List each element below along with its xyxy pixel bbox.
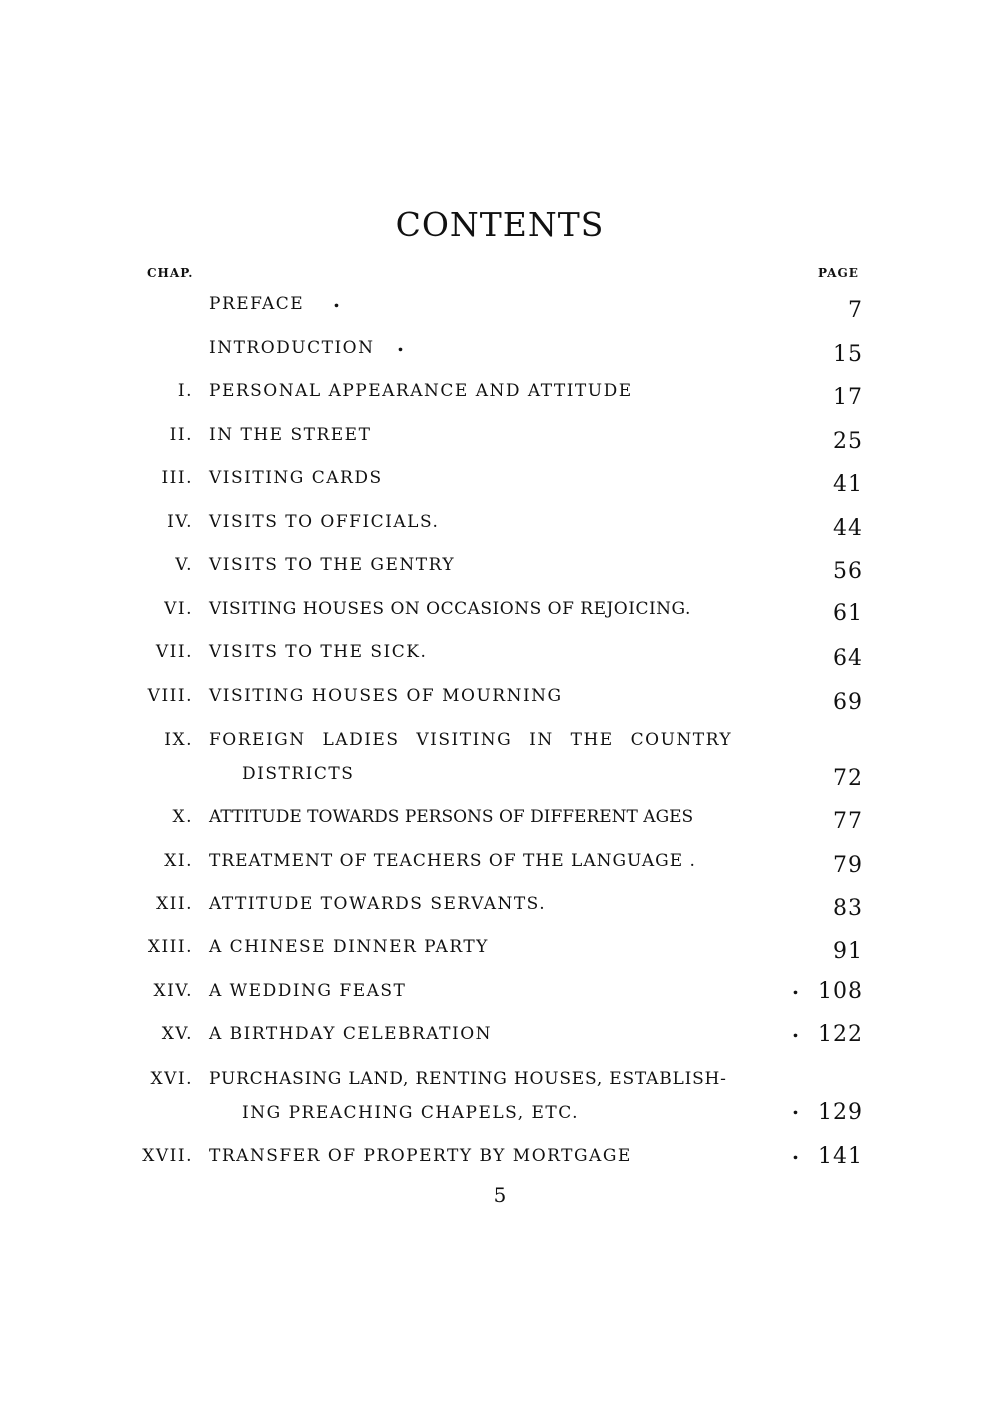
toc-entry: [0, 894, 1000, 934]
chapter-number: XIV.: [153, 981, 193, 1001]
chapter-number: XIII.: [147, 937, 193, 957]
page-number: 44: [833, 516, 863, 541]
chapter-title: VISITING CARDS: [209, 468, 383, 488]
page-number: 25: [833, 429, 863, 454]
toc-entry: [0, 512, 1000, 552]
toc-entry: [0, 1140, 1000, 1186]
chapter-number: XII.: [156, 894, 193, 914]
chapter-title: PURCHASING LAND, RENTING HOUSES, ESTABLISH-: [209, 1069, 727, 1089]
page-number: 72: [833, 766, 863, 791]
chapter-number: IX.: [164, 730, 193, 750]
chapter-column-label: CHAP.: [147, 266, 194, 280]
leader-dot: .: [792, 975, 801, 999]
chapter-title: TREATMENT OF TEACHERS OF THE LANGUAGE .: [209, 851, 696, 871]
chapter-title: VISITS TO OFFICIALS.: [209, 512, 440, 532]
leader-dot: .: [397, 332, 406, 356]
leader-dot: .: [792, 1140, 801, 1164]
page-folio: 5: [493, 1183, 507, 1207]
toc-entry: [0, 381, 1000, 421]
chapter-title: VISITING HOUSES ON OCCASIONS OF REJOICING.: [209, 599, 691, 619]
page-number: 15: [833, 342, 863, 367]
chapter-title: VISITING HOUSES OF MOURNING: [209, 686, 563, 706]
chapter-title-continued: ING PREACHING CHAPELS, ETC.: [242, 1103, 580, 1123]
page-number: 83: [833, 896, 863, 921]
chapter-number: I.: [177, 381, 193, 401]
page-number: 7: [848, 298, 863, 323]
toc-entry: [0, 642, 1000, 682]
chapter-number: VII.: [155, 642, 193, 662]
chapter-number: VIII.: [147, 686, 193, 706]
toc-entry: [0, 937, 1000, 977]
chapter-title: PREFACE: [209, 294, 305, 314]
page-number: 69: [833, 690, 863, 715]
toc-entry: [0, 975, 1000, 1021]
chapter-number: X.: [172, 807, 193, 827]
toc-entry: [0, 851, 1000, 891]
toc-entry: [0, 807, 1000, 847]
leader-dot: .: [333, 288, 342, 312]
chapter-title: INTRODUCTION: [209, 338, 375, 358]
page-number: 17: [833, 385, 863, 410]
chapter-title: TRANSFER OF PROPERTY BY MORTGAGE: [209, 1146, 632, 1166]
page-number: 79: [833, 853, 863, 878]
page-number: 77: [833, 809, 863, 834]
chapter-title: A WEDDING FEAST: [209, 981, 407, 1001]
toc-entry: [0, 332, 1000, 378]
page-number: 141: [818, 1144, 863, 1169]
page-number: 122: [818, 1022, 863, 1047]
chapter-title: ATTITUDE TOWARDS PERSONS OF DIFFERENT AGES: [209, 807, 694, 827]
page-number: 129: [818, 1100, 863, 1125]
chapter-title: VISITS TO THE SICK.: [209, 642, 428, 662]
chapter-number: XI.: [164, 851, 193, 871]
chapter-number: XVI.: [150, 1069, 193, 1089]
chapter-number: IV.: [167, 512, 193, 532]
chapter-number: III.: [161, 468, 193, 488]
toc-entry: [0, 1018, 1000, 1064]
chapter-title: IN THE STREET: [209, 425, 372, 445]
toc-entry: [0, 555, 1000, 595]
chapter-title: A CHINESE DINNER PARTY: [209, 937, 489, 957]
page-column-label: PAGE: [818, 266, 859, 280]
leader-dot: .: [792, 1018, 801, 1042]
chapter-title-continued: DISTRICTS: [242, 764, 355, 784]
page-number: 64: [833, 646, 863, 671]
page-number: 108: [818, 979, 863, 1004]
page-number: 61: [833, 601, 863, 626]
toc-entry: [0, 1069, 1000, 1143]
chapter-number: XVII.: [142, 1146, 193, 1166]
toc-entry: [0, 599, 1000, 639]
toc-entry: [0, 425, 1000, 465]
page-number: 91: [833, 939, 863, 964]
chapter-number: II.: [169, 425, 193, 445]
toc-entry: [0, 686, 1000, 726]
page-number: 41: [833, 472, 863, 497]
chapter-number: V.: [175, 555, 193, 575]
page-title: CONTENTS: [395, 205, 605, 244]
chapter-title: ATTITUDE TOWARDS SERVANTS.: [209, 894, 547, 914]
chapter-title: VISITS TO THE GENTRY: [209, 555, 456, 575]
chapter-title: A BIRTHDAY CELEBRATION: [209, 1024, 493, 1044]
chapter-number: VI.: [164, 599, 193, 619]
chapter-title: FOREIGN LADIES VISITING IN THE COUNTRY: [209, 730, 733, 750]
toc-entry: [0, 468, 1000, 508]
leader-dot: .: [792, 1095, 801, 1119]
toc-entry: [0, 288, 1000, 334]
toc-entry: [0, 730, 1000, 804]
chapter-title: PERSONAL APPEARANCE AND ATTITUDE: [209, 381, 633, 401]
chapter-number: XV.: [161, 1024, 193, 1044]
page-number: 56: [833, 559, 863, 584]
